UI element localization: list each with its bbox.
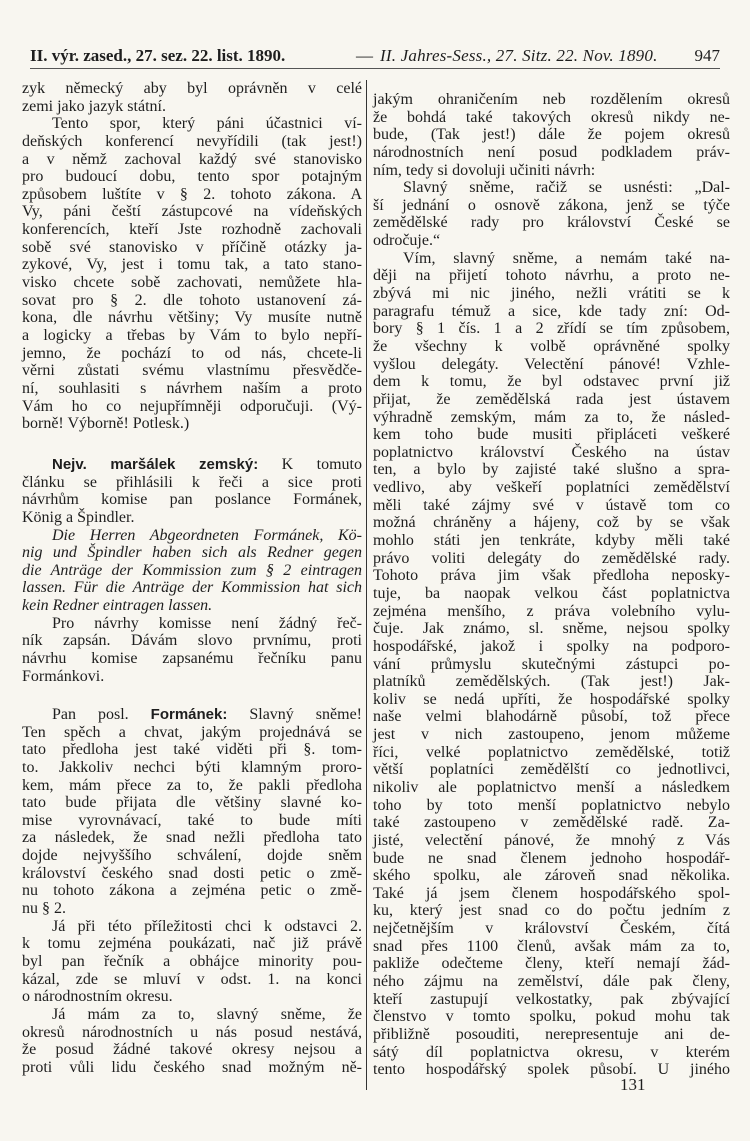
column-divider <box>366 80 367 1090</box>
text-line: možná chráněny a hájeny, což by se však <box>373 514 730 532</box>
text-line: právo voliti delegáty do zemědělské rady. <box>373 549 730 567</box>
text-line: větší poplatníci zemědělští co jednotlivci, <box>373 761 730 779</box>
text-line: Tohoto práva jim však předloha neposky- <box>373 567 730 585</box>
text-line: jest v nich zastoupeno, jenom můžeme <box>373 726 730 744</box>
text-line: jakým ohraničením neb rozdělením okresů <box>373 91 730 108</box>
line-text: Slavný sněme! <box>227 706 362 723</box>
text-line: členstvo v tomto spolku, pokud mohu tak <box>373 1008 730 1026</box>
text-line: mise vyrovnávací, také to bude míti <box>22 811 362 829</box>
paragraph <box>22 615 362 686</box>
text-line: měli také zájmy své v ústavě tom co <box>373 496 730 514</box>
text-line: lassen. Für die Anträge der Kommission hat sich <box>22 579 362 597</box>
header-german: II. Jahres-Sess., 27. Sitz. 22. Nov. 1890. <box>380 46 658 65</box>
text-line: jemno, že pochází to od nás, chcete-li <box>22 344 362 362</box>
text-line: konferencích, kteří Jste rozhodně zachovali <box>22 221 362 239</box>
text-line: sovat pro § 2. dle tohoto ustanovení zá- <box>22 291 362 309</box>
text-line: ší jednání o osnově zákona, jenž se týče <box>373 196 730 214</box>
text-line: sátý díl poplatnictva okresu, v kterém <box>373 1043 730 1061</box>
text-line: okresů národnostních u nás posud nestává, <box>22 1023 362 1041</box>
text-line: odročuje.“ <box>373 232 441 250</box>
text-line: Pro návrhy komisse není žádný řeč- <box>52 614 362 632</box>
header-czech: II. výr. zased., 27. sez. 22. list. 1890. <box>30 46 286 65</box>
header-separator: — <box>356 46 373 65</box>
text-line: že bohdá také takových okresů nikdy ne- <box>373 108 730 126</box>
text-line: Vím, slavný sněme, a nemám také na- <box>403 249 730 267</box>
speech-paragraph <box>22 456 362 527</box>
text-line: snad přes 1100 členů, avšak mám za to, <box>373 937 730 955</box>
text-line: že všechny k volbě oprávněné spolky <box>373 337 730 355</box>
text-line: návrhu komise zapsanému řečníku panu <box>22 650 362 668</box>
text-line: přibližně posouditi, nerepresentuje ani de- <box>373 1025 730 1043</box>
text-block <box>22 80 362 433</box>
text-line: kein Redner eintragen lassen. <box>22 597 213 615</box>
text-line: nejčetnějším v království Českém, čítá <box>373 920 730 938</box>
text-line: tento hospodářský spolek působí. U jiného <box>373 1061 730 1079</box>
text-line: Já mám za to, slavný sněme, že <box>52 1005 362 1023</box>
paragraph <box>373 250 730 1079</box>
paragraph <box>22 527 362 615</box>
text-line: tato předloha jest také viděti při §. tom- <box>22 741 362 759</box>
text-line: dojde nejvyššího schválení, dojde sněm <box>22 847 362 865</box>
paragraph <box>373 91 730 179</box>
text-line: paragrafu témuž a sice, kde tady zní: Od- <box>373 302 730 320</box>
text-line: kona, dle návrhu většiny; Vy musíte nutně <box>22 309 362 327</box>
text-line: přijat, že zemědělská rada jest ústavem <box>373 390 730 408</box>
text-line: Formánkovi. <box>22 667 105 685</box>
text-line <box>22 456 362 474</box>
text-line <box>22 706 362 724</box>
text-line: Vám ho co nejupřímněji odporučuji. (Vý- <box>22 397 362 415</box>
text-line: Die Herren Abgeordneten Formánek, Kö- <box>52 526 362 544</box>
text-line: visko chcete sobě zachovati, nemůžete hla- <box>22 274 362 292</box>
text-line: tuje, ba naopak velkou část poplatnictva <box>373 584 730 602</box>
text-line: nu tohoto zákona a zejména petic o změ- <box>22 882 362 900</box>
running-header <box>30 44 720 69</box>
text-line: tato bude přijata dle většiny slavné ko- <box>22 794 362 812</box>
text-line: nu § 2. <box>22 900 66 918</box>
paragraph <box>22 918 362 1006</box>
text-line: článku se přihlásili k řeči a sice proti <box>22 473 362 491</box>
text-line: zemi jako jazyk státní. <box>22 97 166 115</box>
text-line: kem, mám přece za to, že pakli předloha <box>22 776 362 794</box>
line-text: K tomuto <box>258 456 362 473</box>
text-line: a logicky a třebas by Vám to bylo nepří- <box>22 326 362 344</box>
text-line: vání průmyslu skutečnými zástupci po- <box>373 655 730 673</box>
text-line: naše velmi blahodárně působí, tož přece <box>373 708 730 726</box>
text-line: zykové, Vy, jest i tomu tak, a tato stano- <box>22 256 362 274</box>
text-line: nig und Špindler haben sich als Redner gegen <box>22 544 362 562</box>
text-line: bude, (Tak jest!) dále že pojem okresů <box>373 126 730 144</box>
header-page-number: 947 <box>694 46 720 65</box>
text-line: nikoliv ale poplatnictvo menší a následkem <box>373 778 730 796</box>
text-line: návrhům komise pan poslance Formánek, <box>22 491 362 509</box>
text-line: bude ne snad členem jednoho hospodář- <box>373 849 730 867</box>
text-line: bory § 1 čís. 1 a 2 zřídí se tím způsobem, <box>373 320 730 338</box>
text-line: království českého snad dosti petic o změ- <box>22 864 362 882</box>
text-line: borně! Výborně! Potlesk.) <box>22 415 190 433</box>
text-line: o národnostním okresu. <box>22 988 173 1006</box>
text-line: za následek, že snad nežli předloha tato <box>22 829 362 847</box>
text-line: pro budoucí dobu, tento spor potajným <box>22 168 362 186</box>
text-line: zejména menšího, z práva volebního vylu- <box>373 602 730 620</box>
footer-page-number: 131 <box>620 1075 646 1094</box>
text-line: hospodářské, jakož i spolky na podporo- <box>373 637 730 655</box>
text-line: zyk německý aby byl oprávněn v celé <box>22 80 362 97</box>
text-line: ním, tedy si dovoluji učiniti návrh: <box>373 161 596 179</box>
text-block <box>373 91 730 1079</box>
text-line: že posud žádné takové okresy nejsou a <box>22 1041 362 1059</box>
text-line: poplatnictvo království Českého na ústav <box>373 443 730 461</box>
text-line: zbývá mi nic jiného, nežli vrátiti se k <box>373 285 730 303</box>
speaker-title: Pan posl. <box>52 706 151 723</box>
text-block <box>22 706 362 1076</box>
text-line: ní, souhlasiti s návrhem naším a proto <box>22 379 362 397</box>
text-line: a v němž zachoval každý své stanovisko <box>22 150 362 168</box>
text-line: kteří zastupují velkostatky, pak zbývající <box>373 990 730 1008</box>
text-line: ného zájmu na zemělství, dále pak členy, <box>373 973 730 991</box>
text-line: vyšlou delegáty. Velectění pánové! Vzhle- <box>373 355 730 373</box>
text-line: ník zapsán. Dávám slovo prvnímu, proti <box>22 632 362 650</box>
text-line: národnostních není posud podkladem práv- <box>373 143 730 161</box>
text-line: to. Jakkoliv nechci býti klamným proro- <box>22 758 362 776</box>
text-line: čuje. Jak známo, sl. sněme, nejsou spolky <box>373 620 730 638</box>
text-line: mohlo státi jen tenkráte, kdyby měli také <box>373 532 730 550</box>
text-line: k tomu zejména poukázati, nač již právě <box>22 935 362 953</box>
text-block <box>22 456 362 685</box>
speech-paragraph <box>22 706 362 918</box>
paragraph <box>22 1006 362 1077</box>
text-line: Slavný sněme, račiž se usnésti: „Dal- <box>403 179 730 197</box>
text-line: jisté, velectění pánové, že mnohý z Vás <box>373 831 730 849</box>
text-line: deňských konferencí nevyřídili (tak jest!) <box>22 132 362 150</box>
text-line: ku, který jest snad co do počtu jedním z <box>373 902 730 920</box>
text-line: byl pan řečník a obhájce minority pou- <box>22 952 362 970</box>
paragraph <box>373 179 730 250</box>
text-line: die Anträge der Kommission zum § 2 eintragen <box>22 561 362 579</box>
text-line: věrni zůstati svému vlastnímu přesvědče- <box>22 362 362 380</box>
text-line: ten, a bylo by zajisté také slušno a spra- <box>373 461 730 479</box>
speaker-name: Nejv. maršálek zemský: <box>52 456 259 473</box>
text-line: zemědělské rady pro království České se <box>373 214 730 232</box>
text-line: Ten spěch a chvat, jakým projednává se <box>22 723 362 741</box>
text-line: kem toho bude musiti připláceti veškeré <box>373 426 730 444</box>
text-line: výhradně zemským, mám za to, že násled- <box>373 408 730 426</box>
text-line: kázal, zde se mluví v odst. 1. na konci <box>22 970 362 988</box>
text-line: Vy, páni čeští zástupcové na vídeňských <box>22 203 362 221</box>
text-line: proti vůli lidu českého snad možným ně- <box>22 1058 362 1076</box>
text-line: koliv se nedá upříti, že hospodářské spolky <box>373 690 730 708</box>
text-line: říci, velké poplatnictvo zemědělské, totiž <box>373 743 730 761</box>
text-line: dem k tomu, že byl odstavec první již <box>373 373 730 391</box>
text-line: König a Špindler. <box>22 508 135 526</box>
speaker-name: Formánek: <box>150 706 228 723</box>
text-line: Já při této příležitosti chci k odstavci 2. <box>52 917 362 935</box>
paragraph <box>22 80 362 115</box>
text-line: pakliže odečteme členy, kteří nemají žád- <box>373 955 730 973</box>
text-line: ského spolku, ale zároveň snad několika. <box>373 867 730 885</box>
text-line: sobě své stanovisko v příčině otázky ja- <box>22 238 362 256</box>
text-line: způsobem luštíte v § 2. tohoto zákona. A <box>22 185 362 203</box>
text-line: také zastoupeno v zemědělské radě. Za- <box>373 814 730 832</box>
text-line: vedlivo, aby veškeří poplatníci zemědělství <box>373 479 730 497</box>
text-line: Také já jsem členem hospodářského spol- <box>373 884 730 902</box>
text-line: toho by toto menší poplatnictvo nebylo <box>373 796 730 814</box>
text-line: ději na přijetí tohoto návrhu, a proto ne- <box>373 267 730 285</box>
text-line: Tento spor, který páni účastnici ví- <box>52 115 362 133</box>
paragraph <box>22 115 362 433</box>
text-line: platníků zemědělských. (Tak jest!) Jak- <box>373 673 730 691</box>
